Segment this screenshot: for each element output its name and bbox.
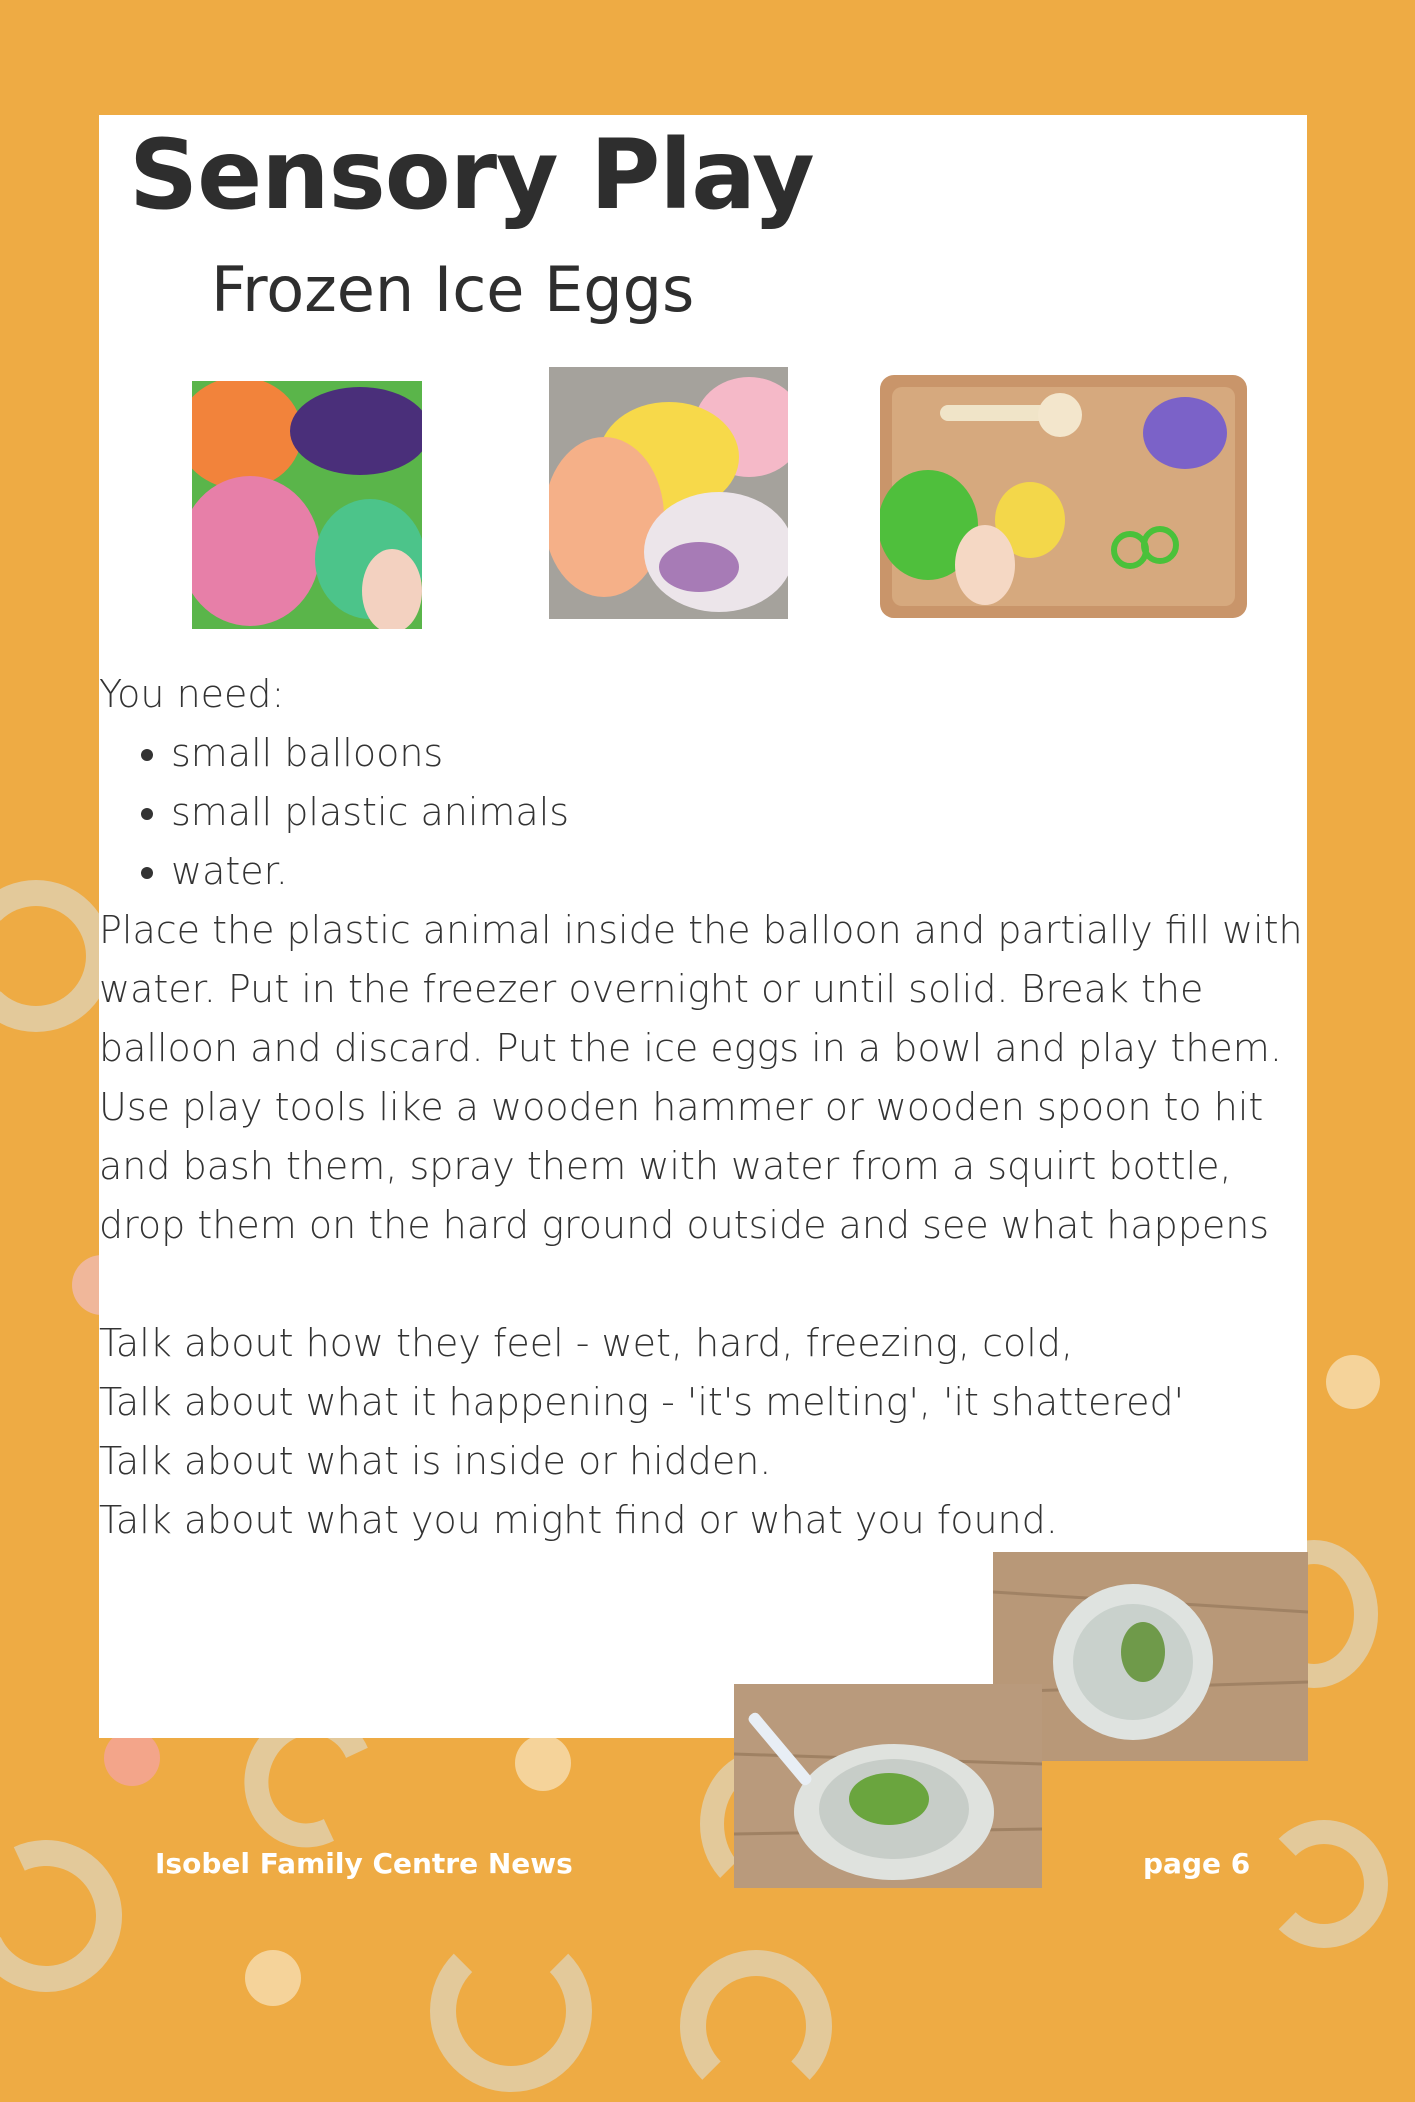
you-need-label: You need: [99,672,285,716]
page-number: page 6 [1143,1847,1251,1880]
page-title: Sensory Play [129,119,814,231]
balloons-on-green-board-photo [192,381,422,629]
list-item: • small balloons [171,724,1307,783]
talk-line: Talk about what is inside or hidden. [99,1439,772,1483]
article-body [99,665,1307,1550]
content-card [99,115,1307,1738]
supplies-list [99,724,1307,901]
talk-line: Talk about what you might find or what you found. [99,1498,1058,1542]
colored-balloons-close-up-photo [549,367,788,619]
decorative-arc [0,880,112,1032]
decorative-dot [245,1950,301,2006]
talk-line: Talk about how they feel - wet, hard, freezing, cold, [99,1321,1074,1365]
instructions-paragraph: Place the plastic animal inside the balloon and partially fill with water. Put in the freezer overnight or until solid. Break the balloon and discard. Put the ice eggs in a bowl and play them. Use play tools like a wooden hammer or wooden spoon to hit and bash them, spray them with water from a squirt bottle, drop them on the hard ground outside and see what happens [99,908,1303,1247]
list-item: • water. [171,842,1307,901]
decorative-arc [0,1819,143,2014]
decorative-arc [680,1950,832,2102]
list-item: • small plastic animals [171,783,1307,842]
decorative-arc [430,1930,592,2092]
newsletter-name: Isobel Family Centre News [155,1847,573,1880]
page-subtitle: Frozen Ice Eggs [211,253,695,326]
decorative-dot [1326,1355,1380,1409]
decorative-dot [104,1730,160,1786]
talk-line: Talk about what it happening - 'it's melting', 'it shattered' [99,1380,1185,1424]
ice-egg-with-dinosaur-photo [734,1684,1042,1888]
balloons-on-wooden-board-with-tools-photo [880,375,1247,618]
decorative-arc [1260,1820,1388,1948]
decorative-dot [515,1735,571,1791]
